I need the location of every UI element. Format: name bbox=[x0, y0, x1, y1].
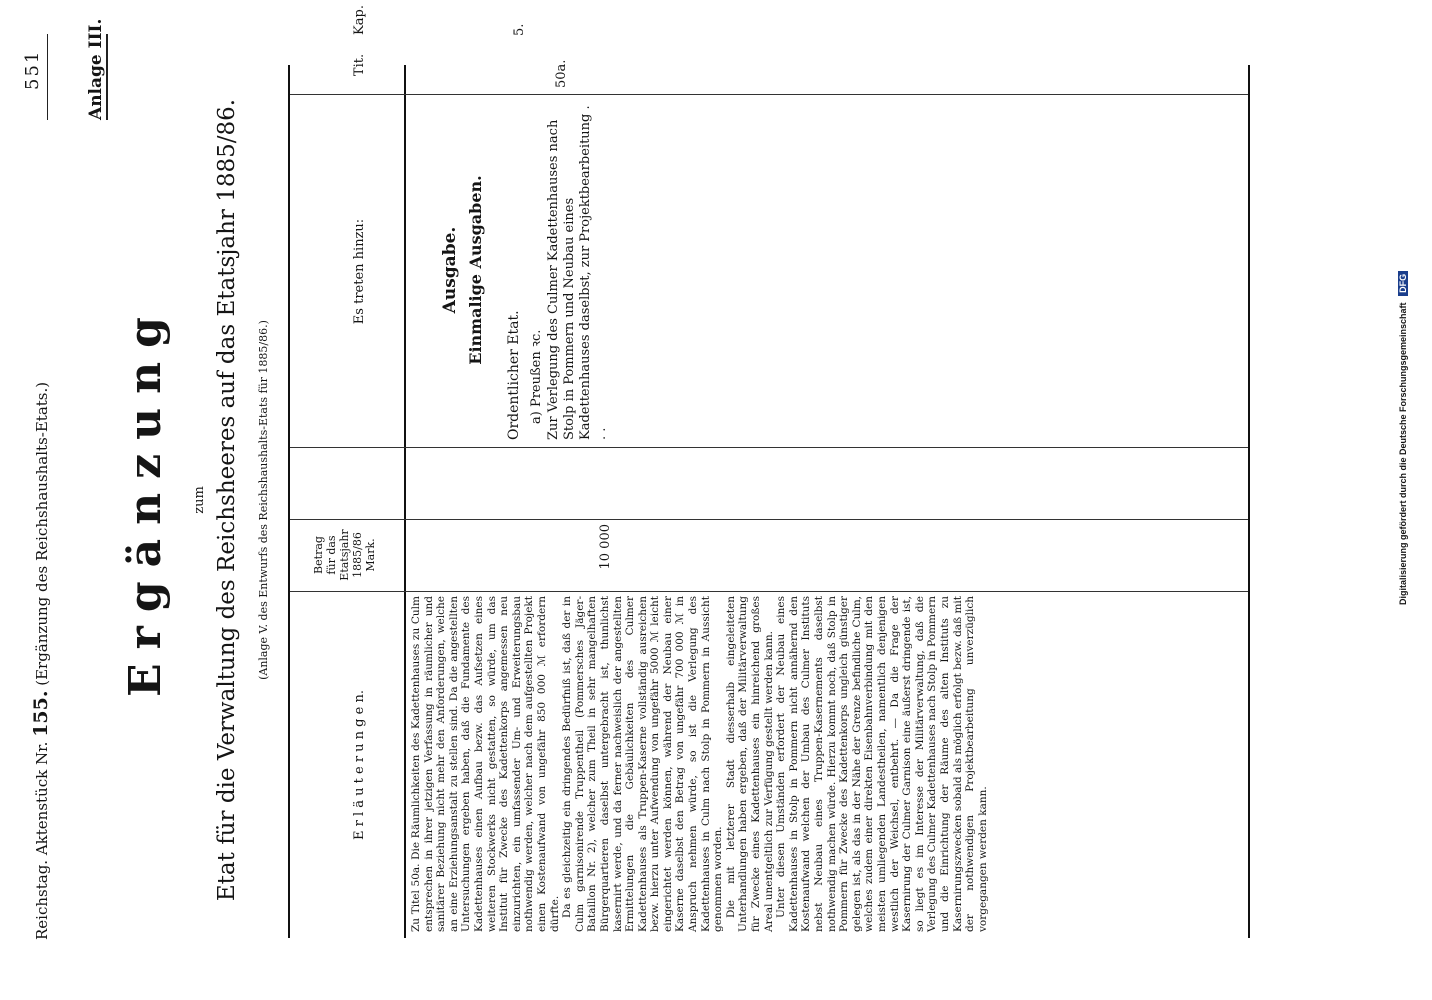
header-amount-line: Etatsjahr bbox=[338, 529, 351, 581]
section-subheading: Einmalige Ausgaben. bbox=[466, 175, 485, 365]
header-amount-line: für das bbox=[325, 535, 338, 575]
explanation-paragraph: Unter diesen Umständen erfordert der Neubau eines Kadettenhauses in Stolp in Pommern nicht annähernd den Kostenaufwand welchen der Umbau des Culmer Instituts nebst Neubau eines Truppen-Kasernements daselbst nothwendig machen würde. Hierzu kommt noch, daß Stolp in Pommern für Zwecke des Kadettenkorps ungleich günstiger gelegen ist, als das in der Nähe der Grenze befindliche Culm, welches zudem einer direkten Eisenbahnverbindung mit den meisten umliegenden Landestheilen, namentlich denjenigen westlich der Weichsel, entbehrt. — Da die Frage der Kasernirung der Culmer Garnison eine äußerst dringende ist, so liegt es im Interesse der Militärverwaltung, daß die Verlegung des Culmer Kadettenhauses nach Stolp in Pommern und die Einrichtung der Räume des alten Instituts zu Kasernirungszwecken sobald als möglich erfolgt bezw. daß mit der nothwendigen Projektbearbeitung unverzüglich vorgegangen werden kann. bbox=[775, 596, 989, 932]
credit-text: Digitalisierung gefördert durch die Deutsche Forschungsgemeinschaft bbox=[1398, 302, 1408, 605]
column-divider-amount bbox=[290, 447, 1248, 448]
section-heading: Ausgabe. bbox=[440, 226, 460, 314]
document-subtitle: Etat für die Verwaltung des Reichsheeres auf das Etatsjahr 1885/86. bbox=[214, 98, 240, 902]
table-bottom-rule bbox=[1248, 65, 1250, 938]
subcategory-label: a) Preußen ꝛc. bbox=[529, 329, 544, 424]
header-amount-line: 1885/86 bbox=[351, 532, 364, 578]
title-connector: zum bbox=[192, 486, 207, 514]
page-number: 551 bbox=[22, 49, 43, 90]
explanation-paragraph: Die mit letzterer Stadt diesserhalb eingeleiteten Unterhandlungen haben ergeben, daß der Militärverwaltung für Zwecke eines Kadettenhauses ein hinreichend großes Areal unentgeltlich zur Verfügung gestellt werden kann. bbox=[724, 596, 775, 932]
running-title-prefix: Reichstag. Aktenstück Nr. bbox=[33, 741, 51, 940]
table-top-rule bbox=[288, 65, 290, 938]
tit-value: 50a. bbox=[554, 59, 569, 88]
column-divider-items bbox=[290, 94, 1248, 95]
table-header-rule bbox=[404, 65, 406, 938]
explanation-paragraph: Zu Titel 50a. Die Räumlichkeiten des Kadettenhauses zu Culm entsprechen in ihrer jetzigen Verfassung in räumlicher und sanitärer Beziehung nicht mehr den Anforderungen, welche an eine Erziehungsanstalt zu stellen sind. Da die angestellten Untersuchungen ergeben haben, daß die Fundamente des Kadettenhauses einen Aufbau bezw. das Aufsetzen eines weiteren Stockwerks nicht gestatten, so würde, um das Institut für Zwecke des Kadettenkorps angemessen neu einzurichten, ein umfassender Um- und Erweiterungsbau nothwendig werden, welcher nach dem aufgestellten Projekt einen Kostenaufwand von ungefähr 850 000 ℳ erfordern dürfte. bbox=[410, 596, 561, 932]
category-label: Ordentlicher Etat. bbox=[506, 310, 522, 440]
annex-label: Anlage III. bbox=[86, 18, 106, 120]
amount-value: 10 000 bbox=[598, 524, 613, 570]
running-header bbox=[30, 382, 52, 940]
annex-underline bbox=[106, 34, 108, 120]
explanation-paragraph: Da es gleichzeitig ein dringendes Bedürfniß ist, daß der in Culm garnisonirende Truppentheil (Pommersches Jäger-Bataillon Nr. 2), welcher zum Theil in sehr mangelhaften Bürgerquartieren daselbst untergebracht ist, thunlichst kasernirt werde, und da ferner nachweislich der angestellten Ermittelungen die Gebäulichkeiten des Culmer Kadettenhauses als Truppen-Kaserne vollständig ausreichen bezw. hierzu unter Aufwendung von ungefähr 5000 ℳ leicht eingerichtet werden können, während der Neubau einer Kaserne daselbst den Betrag von ungefähr 700 000 ℳ in Anspruch nehmen würde, so ist die Verlegung des Kadettenhauses in Culm nach Stolp in Pommern in Aussicht genommen worden. bbox=[561, 596, 725, 932]
header-rule bbox=[47, 34, 48, 120]
item-description: Zur Verlegung des Culmer Kadettenhauses nach Stolp in Pommern und Neubau eines Kadettenhauses daselbst, zur Projektbearbeitung . . . bbox=[546, 105, 609, 440]
header-items: Es treten hinzu: bbox=[352, 218, 367, 325]
header-amount bbox=[312, 524, 377, 586]
header-amount-line: Betrag bbox=[312, 536, 325, 574]
document-number: 155. bbox=[30, 690, 52, 737]
explanation-text bbox=[410, 596, 989, 932]
header-amount-line: Mark. bbox=[364, 538, 377, 572]
source-note: (Anlage V. des Entwurfs des Reichshaushalts-Etats für 1885/86.) bbox=[257, 320, 270, 680]
digitization-credit bbox=[1398, 271, 1408, 605]
document-title: Ergänzung bbox=[120, 303, 171, 697]
kap-value: 5. bbox=[512, 23, 527, 36]
column-divider-kap bbox=[290, 591, 1248, 592]
dfg-logo: DFG bbox=[1398, 271, 1408, 296]
column-divider-tit bbox=[290, 519, 1248, 520]
running-title-suffix: (Ergänzung des Reichshaushalts-Etats.) bbox=[33, 381, 51, 686]
header-notes: E r l ä u t e r u n g e n. bbox=[352, 690, 367, 840]
header-tit: Tit. bbox=[352, 53, 367, 77]
header-kap: Kap. bbox=[352, 5, 367, 35]
